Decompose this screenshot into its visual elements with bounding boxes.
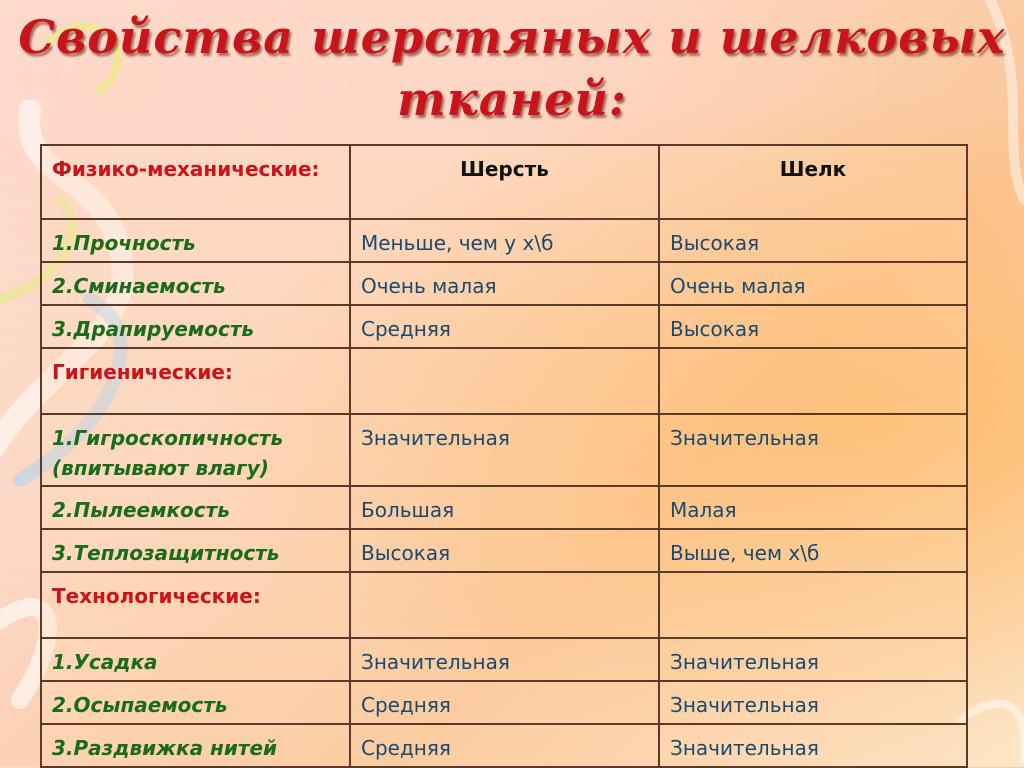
wool-value: Средняя: [350, 305, 659, 348]
header-silk: Шелк: [659, 145, 967, 219]
wool-value: Высокая: [350, 529, 659, 572]
silk-value: Высокая: [659, 305, 967, 348]
silk-value: Значительная: [659, 724, 967, 767]
silk-value-empty: [659, 572, 967, 638]
row-label: 2.Осыпаемость: [41, 681, 350, 724]
table-row: [41, 219, 967, 262]
wool-value: Меньше, чем у х\б: [350, 219, 659, 262]
row-label: 3.Раздвижка нитей: [41, 724, 350, 767]
wool-value: Очень малая: [350, 262, 659, 305]
wool-value: Средняя: [350, 724, 659, 767]
row-label: 1.Усадка: [41, 638, 350, 681]
table-row: [41, 529, 967, 572]
title-line-1: Свойства шерстяных и шелковых: [18, 10, 1006, 64]
section-row-hygienic: [41, 348, 967, 414]
table-row: [41, 724, 967, 767]
row-label: 3.Драпируемость: [41, 305, 350, 348]
wool-value: Значительная: [350, 414, 659, 486]
header-physical-mechanical: Физико-механические:: [41, 145, 350, 219]
silk-value: Малая: [659, 486, 967, 529]
table-row: [41, 681, 967, 724]
silk-value: Выше, чем х\б: [659, 529, 967, 572]
silk-value: Очень малая: [659, 262, 967, 305]
header-wool: Шерсть: [350, 145, 659, 219]
row-label: 2.Пылеемкость: [41, 486, 350, 529]
properties-table: [40, 144, 968, 768]
silk-value: Значительная: [659, 638, 967, 681]
silk-value: Высокая: [659, 219, 967, 262]
wool-value-empty: [350, 572, 659, 638]
row-label: 1.Прочность: [41, 219, 350, 262]
wool-value-empty: [350, 348, 659, 414]
table-row: [41, 305, 967, 348]
title-line-2: тканей:: [397, 72, 627, 126]
wool-value: Средняя: [350, 681, 659, 724]
section-row-technological: [41, 572, 967, 638]
table-row: [41, 486, 967, 529]
row-label: 2.Сминаемость: [41, 262, 350, 305]
table-row: [41, 262, 967, 305]
wool-value: Большая: [350, 486, 659, 529]
section-label: Гигиенические:: [41, 348, 350, 414]
section-label: Технологические:: [41, 572, 350, 638]
silk-value: Значительная: [659, 681, 967, 724]
silk-value: Значительная: [659, 414, 967, 486]
silk-value-empty: [659, 348, 967, 414]
row-label: 1.Гигроскопичность (впитывают влагу): [41, 414, 350, 486]
table-row: [41, 414, 967, 486]
slide-title: [0, 6, 1024, 130]
row-label: 3.Теплозащитность: [41, 529, 350, 572]
table-row: [41, 638, 967, 681]
table-header-row: [41, 145, 967, 219]
wool-value: Значительная: [350, 638, 659, 681]
